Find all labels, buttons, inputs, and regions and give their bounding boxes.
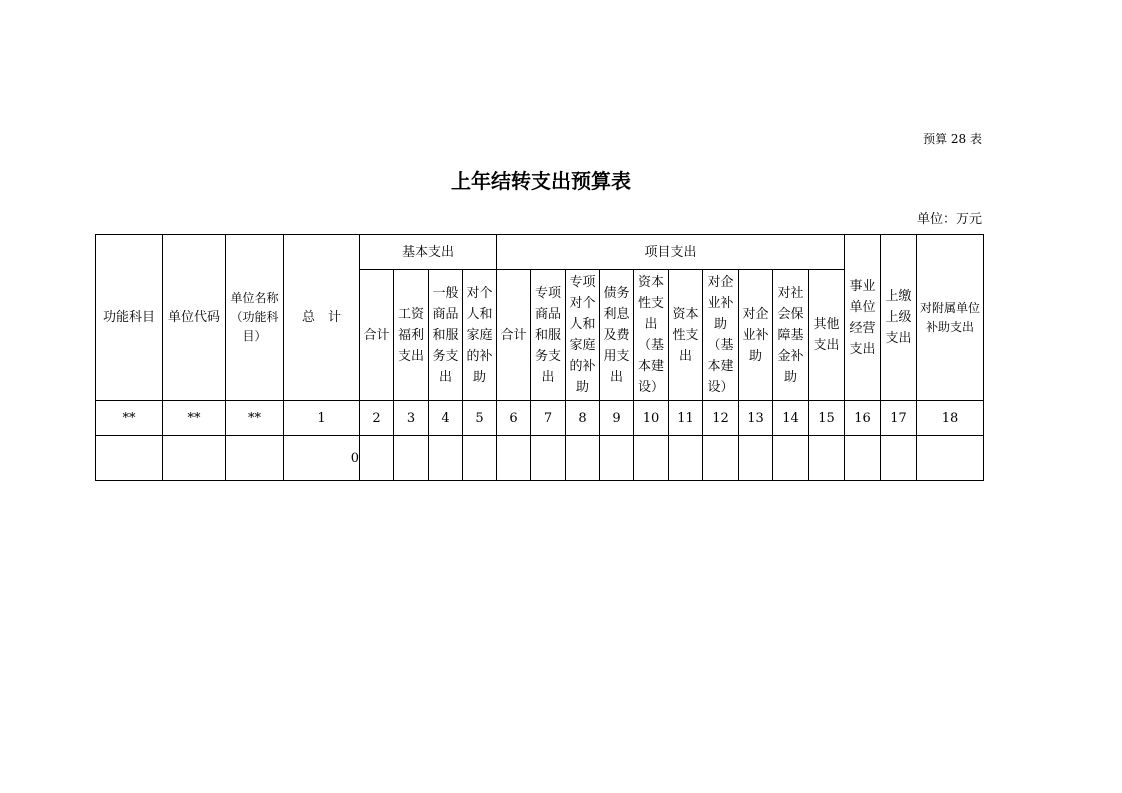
header-business-operating: 事业单位经营支出 [845, 235, 881, 401]
data-cell [809, 436, 845, 481]
column-number: 2 [360, 401, 394, 436]
column-number: ** [163, 401, 226, 436]
header-basic-col: 对个人和家庭的补助 [463, 270, 497, 401]
header-basic-col: 一般商品和服务支出 [429, 270, 463, 401]
data-cell [96, 436, 163, 481]
column-number: 11 [669, 401, 703, 436]
header-basic-group: 基本支出 [360, 235, 497, 270]
header-project-col: 合计 [497, 270, 531, 401]
header-total: 总 计 [284, 235, 360, 401]
header-project-col: 对企业补助 [739, 270, 773, 401]
data-cell [703, 436, 739, 481]
data-cell [669, 436, 703, 481]
data-cell [226, 436, 284, 481]
column-number: 18 [917, 401, 984, 436]
header-project-col: 专项商品和服务支出 [531, 270, 566, 401]
column-number: 3 [394, 401, 429, 436]
column-number: 17 [881, 401, 917, 436]
column-number: 9 [600, 401, 634, 436]
column-number: ** [226, 401, 284, 436]
form-number: 预算 28 表 [923, 132, 982, 146]
header-unit-code: 单位代码 [163, 235, 226, 401]
data-cell [600, 436, 634, 481]
header-func-subject: 功能科目 [96, 235, 163, 401]
budget-table [95, 234, 984, 481]
header-project-col: 债务利息及费用支出 [600, 270, 634, 401]
header-project-col: 对企业补助（基本建设） [703, 270, 739, 401]
data-cell [845, 436, 881, 481]
header-basic-col: 合计 [360, 270, 394, 401]
header-subsidiary-subsidy: 对附属单位补助支出 [917, 235, 984, 401]
data-cell [429, 436, 463, 481]
data-cell [773, 436, 809, 481]
column-number: 5 [463, 401, 497, 436]
column-number: 13 [739, 401, 773, 436]
total-value: 0 [284, 436, 360, 481]
data-cell [360, 436, 394, 481]
data-cell [634, 436, 669, 481]
column-number-row [96, 401, 984, 436]
column-number: 8 [566, 401, 600, 436]
data-cell [463, 436, 497, 481]
header-remit-upper: 上缴上级支出 [881, 235, 917, 401]
header-project-col: 其他支出 [809, 270, 845, 401]
header-project-group: 项目支出 [497, 235, 845, 270]
unit-label: 单位：万元 [916, 212, 982, 227]
column-number: 14 [773, 401, 809, 436]
data-cell [394, 436, 429, 481]
column-number: 10 [634, 401, 669, 436]
data-cell [917, 436, 984, 481]
column-number: 4 [429, 401, 463, 436]
column-number: 16 [845, 401, 881, 436]
header-project-col: 资本性支出（基本建设） [634, 270, 669, 401]
page-title: 上年结转支出预算表 [451, 169, 631, 193]
table-row [96, 436, 984, 481]
header-basic-col: 工资福利支出 [394, 270, 429, 401]
data-cell [531, 436, 566, 481]
data-cell [163, 436, 226, 481]
column-number: 1 [284, 401, 360, 436]
header-unit-name: 单位名称（功能科目） [226, 235, 284, 401]
column-number: 7 [531, 401, 566, 436]
column-number: ** [96, 401, 163, 436]
header-project-col: 对社会保障基金补助 [773, 270, 809, 401]
header-project-col: 资本性支出 [669, 270, 703, 401]
data-cell [739, 436, 773, 481]
header-project-col: 专项对个人和家庭的补助 [566, 270, 600, 401]
data-cell [881, 436, 917, 481]
column-number: 6 [497, 401, 531, 436]
data-cell [566, 436, 600, 481]
data-cell [497, 436, 531, 481]
column-number: 15 [809, 401, 845, 436]
column-number: 12 [703, 401, 739, 436]
